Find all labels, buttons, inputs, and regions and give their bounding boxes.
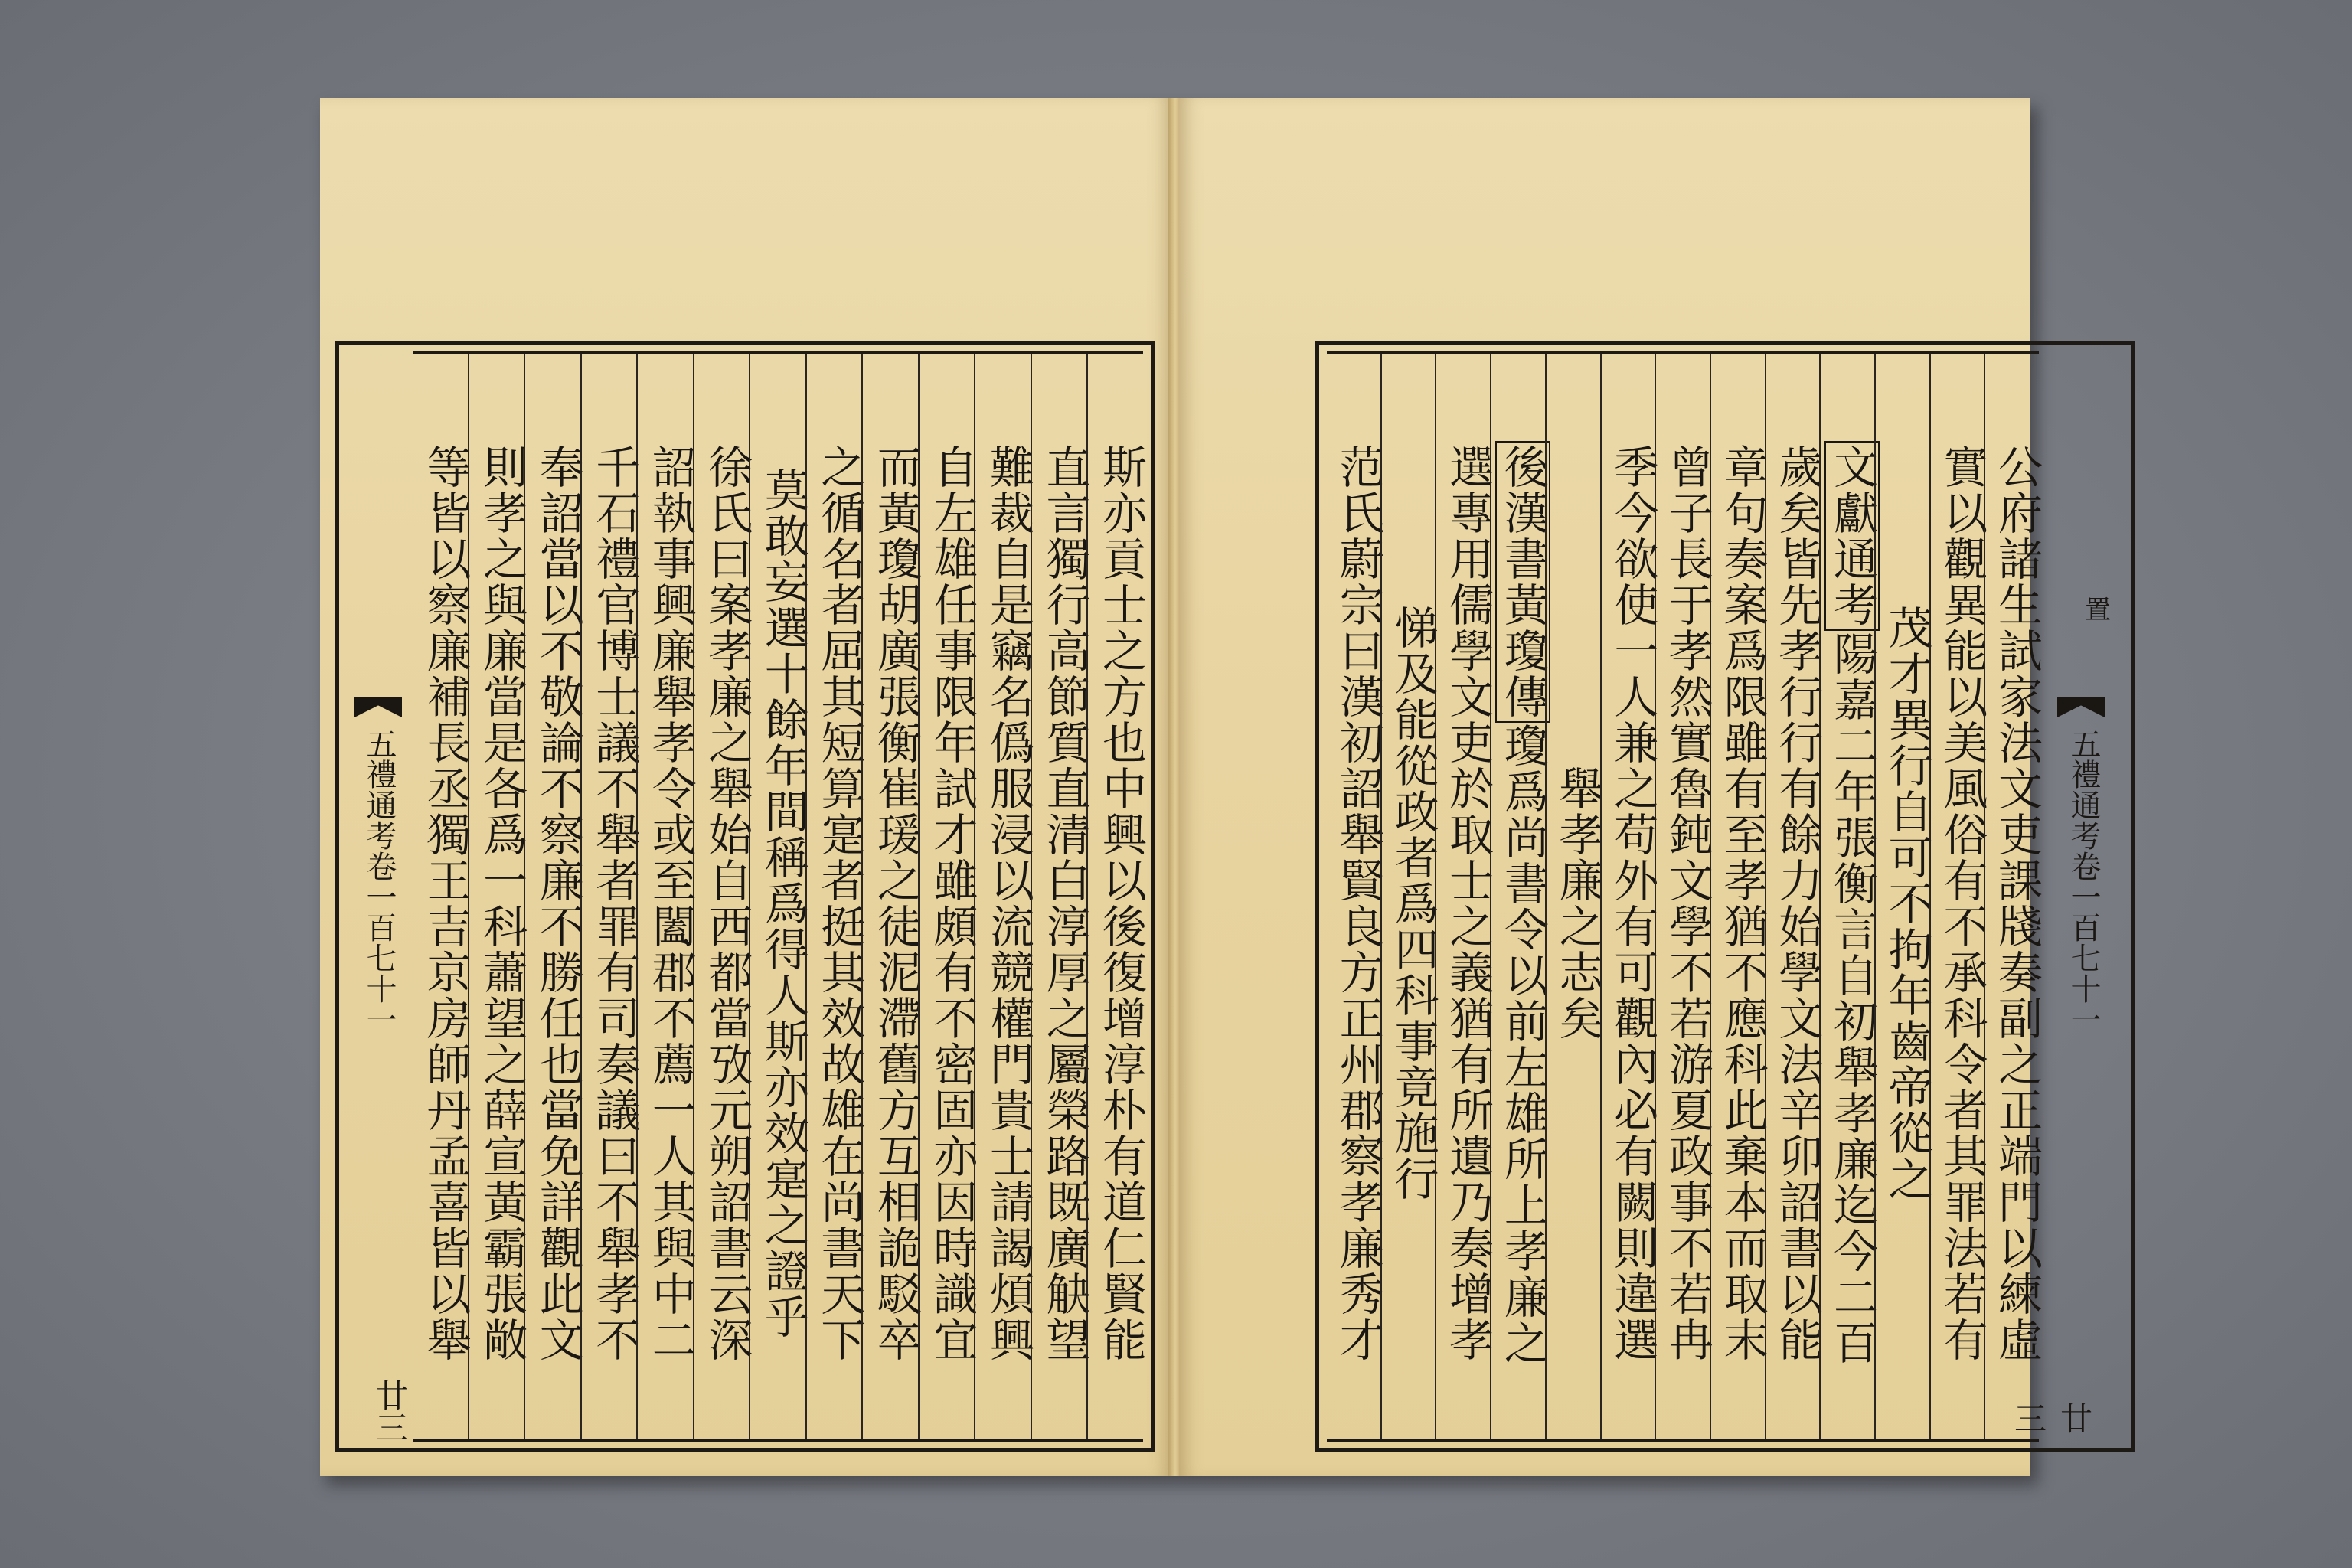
right-top-mark: 置 (2085, 595, 2111, 626)
left-folio: 廿三 (371, 1379, 409, 1443)
text-column: 選專用儒學文吏於取士之義猶有所遺乃奏增孝 (1435, 354, 1490, 1439)
right-margin-title: 五禮通考卷一百七十一 (2066, 728, 2101, 1034)
text-column: 等皆以察廉補長丞獨王吉京房師丹孟喜皆以舉 (419, 444, 472, 1363)
right-fishtail-mark (2057, 697, 2105, 717)
left-page (320, 98, 1171, 1476)
text-column: 千石禮官博士議不舉者罪有司奏議曰不舉孝不 (580, 354, 637, 1439)
text-column: 而黃瓊胡廣張衡崔瑗之徒泥滯舊方互相詭駁卒 (861, 354, 918, 1439)
left-text-frame (413, 351, 1147, 1442)
citation-text: 瓊爲尚書令以前左雄所上孝廉之 (1496, 723, 1549, 1366)
right-folio: 廿三 (2010, 1402, 2093, 1434)
text-column: 實以觀異能以美風俗有不承科令者其罪法若有 (1929, 354, 1984, 1439)
text-column: 自左雄任事限年試才雖頗有不密固亦因時識宜 (918, 354, 975, 1439)
text-column: 章句奏案爲限雖有至孝猶不應科此棄本而取末 (1710, 354, 1765, 1439)
text-column: 直言獨行高節質直清白淳厚之屬榮路既廣觖望 (1031, 354, 1087, 1439)
text-column: 公府諸生試家法文吏課牋奏副之正端門以練虛 (1984, 354, 2039, 1439)
right-columns (1327, 354, 2043, 1439)
text-column: 曾子長于孝然實魯鈍文學不若游夏政事不若冉 (1655, 354, 1710, 1439)
text-column: 莫敢妄選十餘年間稱爲得人斯亦效寔之證乎 (749, 354, 805, 1439)
text-column: 詔執事興廉舉孝令或至闔郡不薦一人其與中二 (636, 354, 693, 1439)
left-print-block (335, 341, 1155, 1452)
text-column (1490, 354, 1549, 1439)
text-column: 悌及能從政者爲四科事竟施行 (1380, 354, 1436, 1439)
left-fishtail-mark (354, 697, 402, 717)
text-column: 難裁自是竊名僞服浸以流競權門貴士請謁煩興 (974, 354, 1031, 1439)
text-column: 舉孝廉之志矣 (1545, 354, 1600, 1439)
text-column: 歲矣皆先孝行行有餘力始學文法辛卯詔書以能 (1765, 354, 1820, 1439)
left-columns (413, 354, 1147, 1439)
right-print-block (1315, 341, 2135, 1452)
text-column: 之循名者屈其短算寔者挺其效故雄在尚書天下 (805, 354, 862, 1439)
text-column: 季今欲使一人兼之苟外有可觀內必有闕則違選 (1600, 354, 1655, 1439)
citation-bracket: 文獻通考 (1824, 441, 1880, 631)
citation-bracket: 後漢書黃瓊傳 (1495, 441, 1550, 723)
text-column: 奉詔當以不敬論不察廉不勝任也當免詳觀此文 (524, 354, 580, 1439)
right-text-frame (1327, 351, 2043, 1442)
open-book (320, 98, 2111, 1476)
text-column: 則孝之與廉當是各爲一科蕭望之薛宣黃霸張敞 (468, 354, 524, 1439)
text-column: 斯亦貢士之方也中興以後復增淳朴有道仁賢能 (1086, 354, 1143, 1439)
right-page (1179, 98, 2111, 1476)
text-column: 徐氏曰案孝廉之舉始自西都當攷元朔詔書云深 (693, 354, 750, 1439)
left-margin-title: 五禮通考卷一百七十一 (361, 728, 397, 1034)
text-column (1819, 354, 1878, 1439)
citation-text: 陽嘉二年張衡言自初舉孝廉迄今二百 (1825, 631, 1878, 1366)
text-column: 茂才異行自可不拘年齒帝從之 (1874, 354, 1929, 1439)
text-column: 范氏蔚宗曰漢初詔舉賢良方正州郡察孝廉秀才 (1331, 444, 1384, 1363)
